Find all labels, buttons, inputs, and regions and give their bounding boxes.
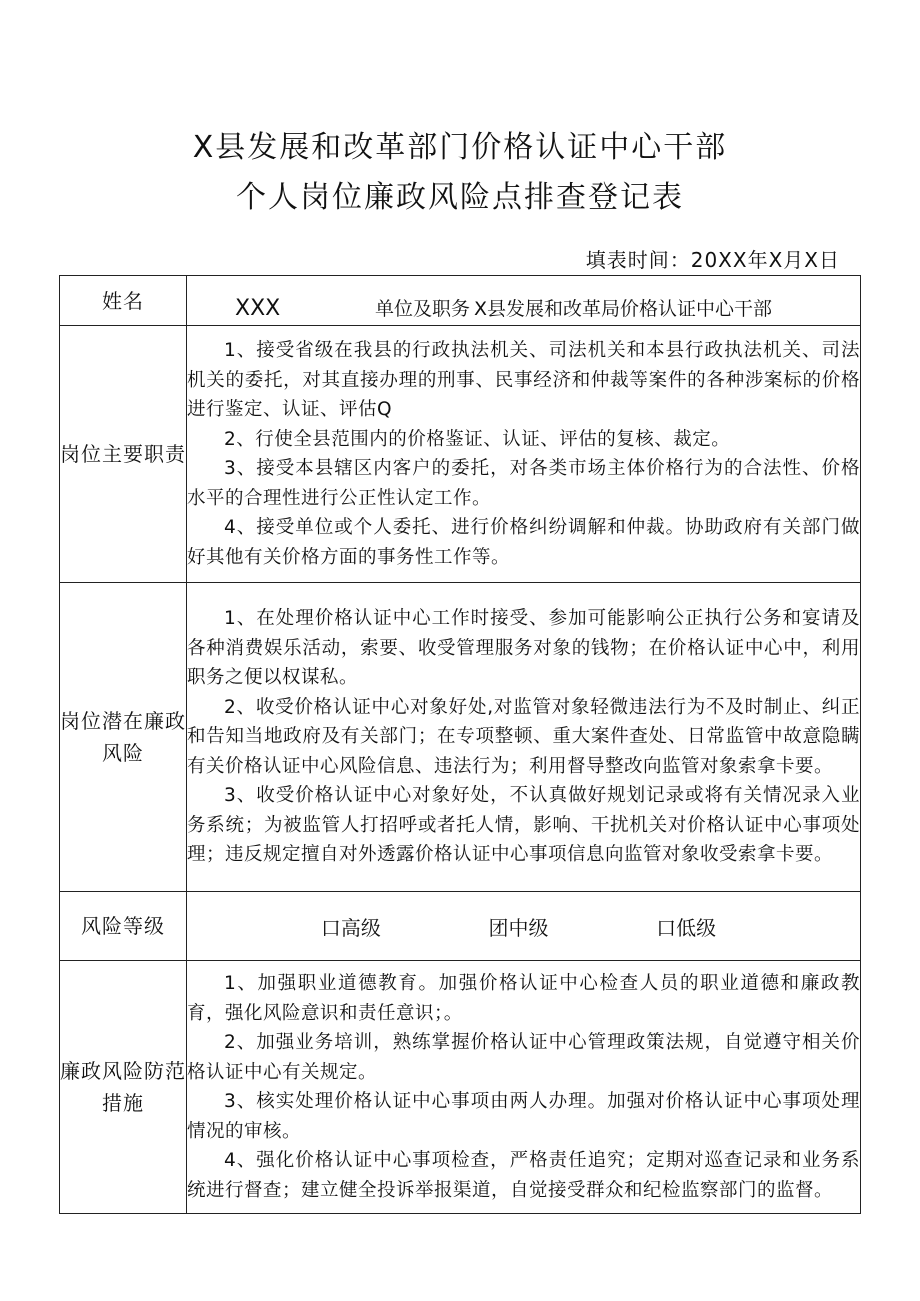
risks-label: 岗位潜在廉政风险 — [60, 583, 187, 892]
measure-item: 3、核实处理价格认证中心事项由两人办理。加强对价格认证中心事项处理情况的审核。 — [187, 1091, 860, 1142]
unit-position-label: 单位及职务 — [375, 298, 471, 320]
duties-content — [187, 326, 861, 583]
risk-item: 1、在处理价格认证中心工作时接受、参加可能影响公正执行公务和宴请及各种消费娱乐活动，索要、收受管理服务对象的钱物；在价格认证中心中，利用职务之便以权谋私。 — [187, 608, 860, 689]
high-option-label: 高级 — [340, 915, 381, 940]
risk-level-medium-option[interactable] — [488, 912, 548, 941]
risk-level-row — [60, 892, 861, 961]
measure-item: 4、强化价格认证中心事项检查，严格责任追究；定期对巡查记录和业务系统进行督查；建立健全投诉举报渠道，自觉接受群众和纪检监察部门的监督。 — [187, 1150, 860, 1201]
risk-level-options — [187, 892, 861, 961]
fill-date: 填表时间：20XX年X月X日 — [585, 248, 840, 272]
risks-row — [60, 583, 861, 892]
unit-position-value: X县发展和改革局价格认证中心干部 — [474, 298, 773, 320]
risk-item: 2、收受价格认证中心对象好处,对监管对象轻微违法行为不及时制止、纠正和告知当地政府及有关部门；在专项整顿、重大案件查处、日常监管中故意隐瞒有关价格认证中心风险信息、违法行为；利用督导整改向监管对象索拿卡要。 — [187, 696, 860, 777]
duties-row — [60, 326, 861, 583]
risks-content — [187, 583, 861, 892]
low-option-label: 低级 — [676, 915, 717, 940]
low-checkbox-mark: 口 — [656, 915, 677, 940]
document-title-line2: 个人岗位廉政风险点排查登记表 — [236, 180, 684, 215]
name-value: XXX — [235, 296, 281, 321]
risk-level-low-option[interactable] — [656, 912, 716, 941]
medium-checkbox-mark: 团 — [488, 915, 509, 940]
risk-level-high-option[interactable] — [321, 912, 381, 941]
risk-item: 3、收受价格认证中心对象好处，不认真做好规划记录或将有关情况录入业务系统；为被监管人打招呼或者托人情，影响、干扰机关对价格认证中心事项处理；违反规定擅自对外透露价格认证中心事项信息向监管对象收受索拿卡要。 — [187, 785, 860, 866]
name-label: 姓名 — [60, 276, 187, 326]
high-checkbox-mark: 口 — [320, 915, 341, 940]
registration-table — [59, 275, 861, 1214]
measures-content — [187, 961, 861, 1214]
duty-item: 2、行使全县范围内的价格鉴证、认证、评估的复核、裁定。 — [224, 428, 731, 450]
duty-item: 1、接受省级在我县的行政执法机关、司法机关和本县行政执法机关、司法机关的委托，对其直接办理的刑事、民事经济和仲裁等案件的各种涉案标的价格进行鉴定、认证、评估Q — [187, 340, 860, 420]
name-row-content — [187, 276, 861, 326]
measures-label: 廉政风险防范措施 — [60, 961, 187, 1214]
duty-item: 4、接受单位或个人委托、进行价格纠纷调解和仲裁。协助政府有关部门做好其他有关价格方面的事务性工作等。 — [187, 517, 860, 568]
measure-item: 2、加强业务培训，熟练掌握价格认证中心管理政策法规，自觉遵守相关价格认证中心有关规定。 — [187, 1032, 860, 1083]
name-row — [60, 276, 861, 326]
measure-item: 1、加强职业道德教育。加强价格认证中心检查人员的职业道德和廉政教育，强化风险意识和责任意识；。 — [187, 973, 860, 1024]
medium-option-label: 中级 — [508, 915, 549, 940]
document-title-line1: X县发展和改革部门价格认证中心干部 — [192, 130, 728, 165]
measures-row — [60, 961, 861, 1214]
duties-label: 岗位主要职责 — [60, 326, 187, 583]
risk-level-label: 风险等级 — [60, 892, 187, 961]
duty-item: 3、接受本县辖区内客户的委托，对各类市场主体价格行为的合法性、价格水平的合理性进行公正性认定工作。 — [187, 458, 860, 509]
